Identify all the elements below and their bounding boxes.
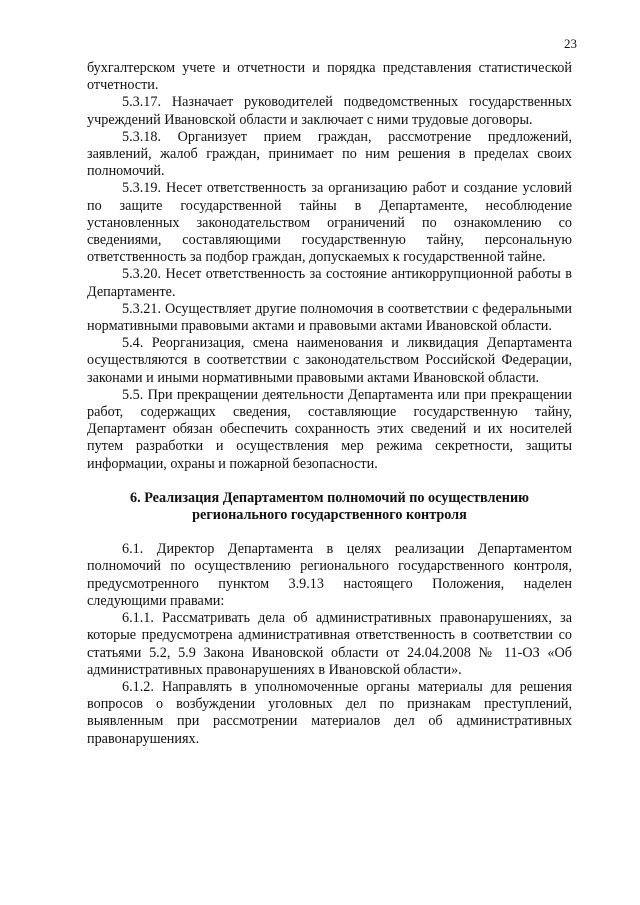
paragraph-6-1-1: 6.1.1. Рассматривать дела об административных правонарушениях, за которые предусмотрена административная ответственность в соответствии со статьями 5.2, 5.9 Закона Ивановской области от 24.04.2008 № 11-ОЗ «Об административных правонарушениях в Ивановской области».	[87, 610, 572, 678]
paragraph-5-3-21: 5.3.21. Осуществляет другие полномочия в соответствии с федеральными нормативными правовыми актами и правовыми актами Ивановской области.	[87, 300, 572, 335]
section-heading-line-1: 6. Реализация Департаментом полномочий по осуществлению	[130, 489, 529, 506]
paragraph-6-1: 6.1. Директор Департамента в целях реализации Департаментом полномочий по осуществлению регионального государственного контроля, предусмотренного пунктом 3.9.13 настоящего Положения, наделен следующими правами:	[87, 541, 572, 609]
section-heading-line-2: регионального государственного контроля	[192, 507, 467, 524]
document-body	[87, 60, 572, 748]
paragraph-5-3-17: 5.3.17. Назначает руководителей подведомственных государственных учреждений Ивановской области и заключает с ними трудовые договоры.	[87, 94, 572, 128]
section-heading	[87, 490, 572, 524]
paragraph-6-1-2: 6.1.2. Направлять в уполномоченные органы материалы для решения вопросов о возбуждении уголовных дел по признакам преступлений, выявленным при рассмотрении материалов дел об административных правонарушениях.	[87, 678, 572, 747]
page-number: 23	[564, 36, 577, 51]
paragraph-5-5: 5.5. При прекращении деятельности Департамента или при прекращении работ, содержащих сведения, составляющие государственную тайну, Департамент обязан обеспечить сохранность этих сведений и их носителей путем разработки и осуществления мер режима секретности, защиты информации, охраны и пожарной безопасности.	[87, 386, 572, 472]
paragraph-5-3-19: 5.3.19. Несет ответственность за организацию работ и создание условий по защите государственной тайны в Департаменте, несоблюдение установленных законодательством ограничений по ознакомлению со сведениями, составляющими государственную тайну, персональную ответственность за подбор граждан, допускаемых к государственной тайне.	[87, 180, 572, 266]
paragraph-5-4: 5.4. Реорганизация, смена наименования и ликвидация Департамента осуществляются в соответствии с законодательством Российской Федерации, законами и иными нормативными правовыми актами Ивановской области.	[87, 335, 572, 386]
paragraph-5-3-18: 5.3.18. Организует прием граждан, рассмотрение предложений, заявлений, жалоб граждан, принимает по ним решения в пределах своих полномочий.	[87, 128, 572, 180]
paragraph-5-3-20: 5.3.20. Несет ответственность за состояние антикоррупционной работы в Департаменте.	[87, 266, 572, 300]
paragraph-continuation: бухгалтерском учете и отчетности и порядка представления статистической отчетности.	[87, 60, 572, 94]
